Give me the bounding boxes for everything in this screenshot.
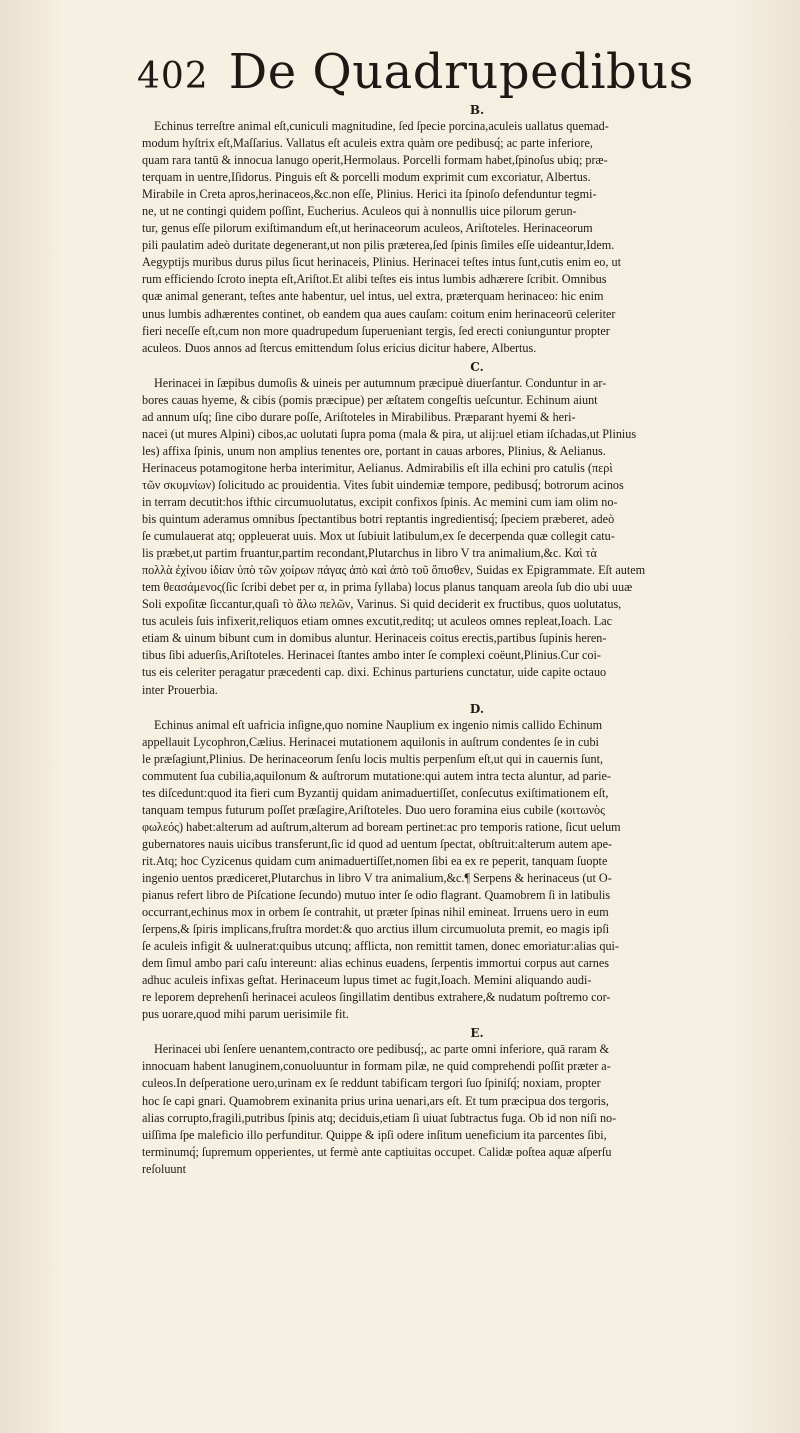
text-line: appellauit Lycophron,Cælius. Herinacei mutationem aquilonis in auſtrum condentes ſe in cubi [142, 734, 599, 749]
text-line: ad annum uſq; ſine cibo durare poſſe, Ariſtoteles in Mirabilibus. Præparant hyemi & heri- [142, 409, 576, 424]
page-number: 402 [137, 56, 209, 97]
text-line: ingenio uentos prædiceret,Plutarchus in libro V tra animalium,&c.¶ Serpens & herinaceus (ut O- [142, 870, 612, 885]
text-line: les) affixa ſpinis, unum non amplius tenentes ore, portant in cauas arbores, Plinius, & Aelianus. [142, 443, 606, 458]
text-line: terquam in uentre,Iſidorus. Pinguis eſt & porcelli modum exprimit cum excoriatur, Albertus. [142, 170, 591, 185]
section-letter: C. [470, 359, 484, 374]
text-line: unus lumbis adhærentes continet, ob eandem qua aues cauſam: coitum enim herinaceorū celeriter [142, 306, 616, 321]
text-line: tur, genus eſſe pilorum exiſtimandum eſt,ut herinaceorum aculeos, Ariſtoteles. Herinaceorum [142, 221, 593, 236]
text-line: ſerpens,& ſpiris implicans,fruſtra mordet:& quo arctius illum circumuoluta premit, eo magis ipſi [142, 922, 610, 937]
text-line: tes diſcedunt:quod ita fieri cum Byzantij quidam animaduertiſſet, conſecutus exiſtimationem eſt, [142, 785, 609, 800]
text-line: re leporem deprehenſi herinacei aculeos ſingillatim dentibus extrahere,& nudatum poſtremo cor- [142, 990, 611, 1005]
text-line: pili paulatim adeò duritate degenerant,ut non pilis præterea,ſed ſpinis ſimiles eſſe uideantur,Idem. [142, 238, 615, 253]
section-letter: D. [469, 701, 485, 716]
text-line: tem θεασάμενος(ſic ſcribi debet per α, in prima ſyllaba) locus planus tanquam areola ſub dio ubi uuæ [142, 580, 633, 595]
text-line: πολλὰ ἐχίνου ἰδίαν ὑπὸ τῶν χοίρων πάγας ἀπὸ καὶ ἀπὸ τοῦ ὄπισθεν, Suidas ex Epigrammate. Eſt autem [142, 563, 646, 578]
text-line: nacei (ut mures Alpini) cibos,ac uolutati ſupra poma (mala & pira, ut alij:uel etiam iſchadas,ut Plinius [142, 426, 637, 441]
text-line: ne, ut ne contingi quidem poſſint, Eucherius. Aculeos qui à nonnullis uice pilorum gerun- [142, 204, 577, 219]
text-line: Herinacei ubi ſenſere uenantem,contracto ore pedibusq́;, ac parte omni inferiore, quā raram & [154, 1042, 610, 1057]
text-line: gubernatores nauis uicibus transferunt,ſic id quod ad uentum ſpectat, obſtruit:alterum autem ape- [142, 836, 613, 851]
section-paragraph [142, 375, 792, 699]
running-title: De Quadrupedibus [228, 44, 694, 100]
text-line: quam rara tantū & innocua lanugo operit,Hermolaus. Porcelli formam habet,ſpinoſus ubiq; præ- [142, 153, 608, 168]
text-line: tanquam tempus futurum poſſet præſagire,Ariſtoteles. Duo uero foramina eius cubile (κοιτωνὸς [142, 802, 605, 817]
text-line: pus uorare,quod mihi parum uerisimile fit. [142, 1007, 349, 1022]
text-line: ſe cumulauerat atq; oppleuerat uuis. Mox ut ſubiuit latibulum,ex ſe decerpenda quæ collegit catu- [142, 529, 615, 544]
text-line: bores cauas hyeme, & cibis (pomis præcipue) per æſtatem congeſtis ueſcuntur. Echinum aiunt [142, 392, 598, 407]
text-line: hoc ſe capi gnari. Quamobrem exinanita prius urina uenari,ars eſt. Et tum præcipua dos tergoris, [142, 1093, 609, 1108]
text-line: etiam & uinum bibunt cum in domibus aluntur. Herinaceis coitus erectis,partibus ſupinis heren- [142, 631, 607, 646]
text-line: ſe aculeis infigit & uulnerat:quibus utcunq; afflicta, non remittit tamen, donec emoriatur:alias qui- [142, 939, 619, 954]
text-line: rit.Atq; hoc Cyzicenus quidam cum animaduertiſſet,nomen ſibi ea ex re peperit, tanquam ſuopte [142, 853, 608, 868]
text-line: inter Prouerbia. [142, 682, 218, 697]
text-line: tus aculeis ſuis infixerit,reliquos etiam omnes excutit,reditq; ut aculeos omnes repleat,Ioach. Lac [142, 614, 613, 629]
text-line: tus eis celeriter peragatur præcedenti cap. dixi. Echinus parturiens cunctatur, uide capite octauo [142, 665, 607, 680]
page-header [137, 44, 694, 100]
text-line: Echinus terreſtre animal eſt,cuniculi magnitudine, ſed ſpecie porcina,aculeis uallatus quemad- [154, 119, 609, 133]
text-line: Herinaceus potamogitone herba interimitur, Aelianus. Admirabilis eſt illa echini pro catulis (περὶ [142, 460, 613, 475]
text-line: lis præbet,ut partim fruantur,partim recondant,Plutarchus in libro V tra animalium,&c. Καὶ τὰ [142, 546, 597, 561]
section-paragraph [142, 717, 792, 1024]
text-line: Aegyptijs muribus durus pilus ſicut herinaceis, Plinius. Herinacei teſtes intus ſunt,cutis enim eo, ut [142, 255, 621, 270]
body-text [142, 100, 792, 1178]
text-line: Soli expoſitæ ſiccantur,quaſi τὸ ἄλω πελῶν, Varinus. Si quid deciderit ex fructibus, quos uolutatus, [142, 597, 622, 612]
text-line: commutent ſua cubilia,aquilonum & auſtrorum mutatione:qui autem intra tecta aluntur, ad parie- [142, 768, 611, 783]
text-line: le præſagiunt,Plinius. De herinaceorum ſenſu locis multis perpenſum eſt,ut qui in cauernis ſunt, [142, 751, 604, 766]
text-line: Herinacei in ſæpibus dumoſis & uineis per autumnum præcipuè diuerſantur. Conduntur in ar- [154, 375, 607, 390]
text-line: adhuc aculeis infixas geſtat. Herinaceum lupus timet ac fugit,Ioach. Memini aliquando audi- [142, 973, 592, 988]
text-line: alias corrupto,fragili,putribus ſpinis atq; deciduis,etiam ſi uiuat ſubtractus fuga. Ob id non niſi no- [142, 1110, 617, 1125]
section-letter: E. [470, 1026, 484, 1041]
text-line: τῶν σκυμνίων) ſolicitudo ac prouidentia. Vites ſubit uindemiæ tempore, pedibusq́; botrorum acinos [142, 477, 624, 492]
text-line: Echinus animal eſt uafricia inſigne,quo nomine Nauplium ex ingenio nimis callido Echinum [154, 717, 603, 732]
text-line: tibus ſibi aduerſis,Ariſtoteles. Herinacei ſtantes ambo inter ſe complexi coëunt,Plinius.Cur coi- [142, 648, 601, 663]
text-line: fieri neceſſe eſt,cum non more quadrupedum ſuperueniant tergis, ſed erecti coniunguntur propter [142, 323, 610, 338]
section-paragraph [142, 118, 792, 357]
text-line: in terram decutit:hos ifthic circumuolutatus, excipit confixos ſpinis. Ac memini cum iam olim no- [142, 494, 618, 509]
text-line: uiſſima ſpe maleficio illo perfunditur. Quippe & ipſi odere inſitum ueneficium ita parcentes ſibi, [142, 1127, 607, 1142]
text-line: rum efficiendo ſcroto inepta eſt,Ariſtot.Et alibi teſtes eis intus lumbis adhærere ſcribit. Omnibus [142, 272, 607, 287]
text-line: reſoluunt [142, 1161, 187, 1176]
text-line: dem ſimul ambo pari caſu intereunt: alias echinus euadens, ſerpentis immortui corpus aut carnes [142, 956, 610, 971]
text-line: quæ animal generant, teſtes ante habentur, uel intus, uel extra, præterquam herinaceo: hic enim [142, 289, 604, 304]
text-line: innocuam habent lanuginem,conuoluuntur in formam pilæ, ne quid comprehendi poſſit præter a- [142, 1059, 611, 1074]
text-line: modum hyſtrix eſt,Maſſarius. Vallatus eſt aculeis extra quàm ore pedibusq́; ac parte inferiore, [142, 136, 593, 151]
text-line: bis quintum aderamus omnibus ſpectantibus botri reptantis ingredientisq́; ſpeciem præberet, adeò [142, 512, 615, 527]
text-line: culeos.In deſperatione uero,urinam ex ſe reddunt tabificam tergori ſuo ſpiniſq́; noxiam, propter [142, 1076, 601, 1091]
section-letter: B. [469, 103, 485, 117]
text-line: terminumq́; ſupremum opperientes, ut fermè ante captiuitas occupet. Calidæ poſtea aquæ aſperſu [142, 1144, 612, 1159]
text-line: φωλεός) habet:alterum ad auſtrum,alterum ad boream pertinet:ac pro temporis ratione, ſicut uelum [142, 819, 621, 834]
text-line: occurrant,echinus mox in orbem ſe contrahit, ut præter ſpinas nihil emineat. Irruens uero in eum [142, 905, 609, 920]
text-line: pianus refert libro de Piſcatione ſecundo) mutuo inter ſe odio flagrant. Quamobrem ſi in latibulis [142, 888, 611, 903]
text-line: aculeos. Duos annos ad ſtercus emittendum ſolus ericius dicitur habere, Albertus. [142, 340, 537, 355]
text-line: Mirabile in Creta apros,herinaceos,&c.non eſſe, Plinius. Herici ita ſpinoſo defenduntur tegmi- [142, 187, 597, 202]
section-paragraph [142, 1041, 792, 1177]
